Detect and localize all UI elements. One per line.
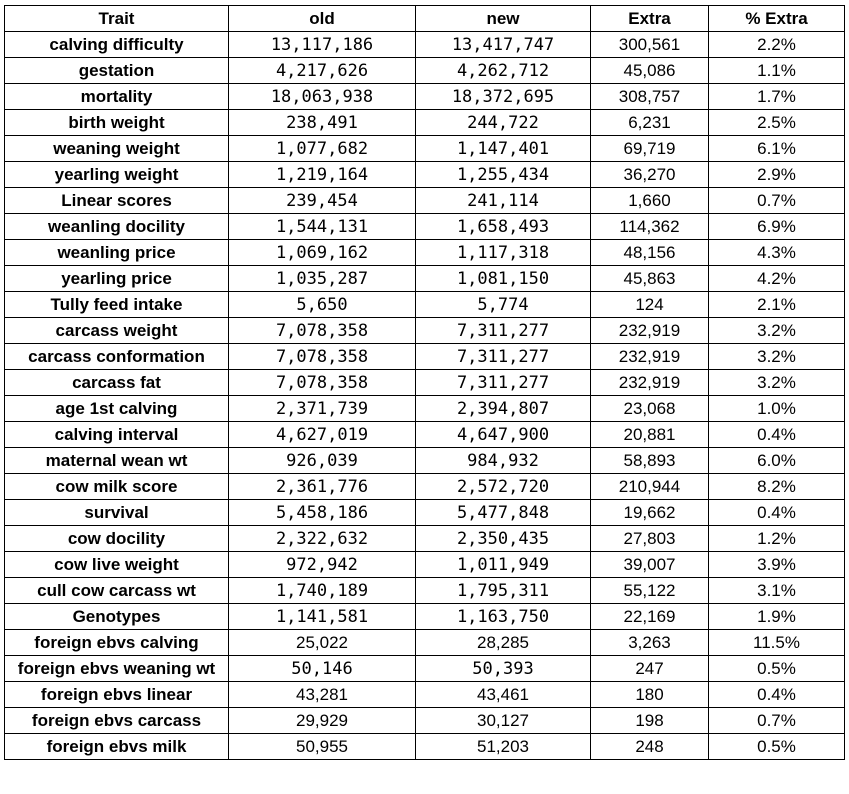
table-row bbox=[5, 162, 845, 188]
extra-count-cell: 19,662 bbox=[591, 500, 709, 526]
trait-cell: calving interval bbox=[5, 422, 229, 448]
new-count-cell: 1,255,434 bbox=[416, 162, 591, 188]
extra-count-cell: 124 bbox=[591, 292, 709, 318]
new-count-cell: 4,647,900 bbox=[416, 422, 591, 448]
table-row bbox=[5, 526, 845, 552]
extra-count-cell: 180 bbox=[591, 682, 709, 708]
header-extra: Extra bbox=[591, 6, 709, 32]
percent-extra-cell: 0.5% bbox=[709, 734, 845, 760]
trait-cell: weaning weight bbox=[5, 136, 229, 162]
percent-extra-cell: 2.1% bbox=[709, 292, 845, 318]
old-count-cell: 29,929 bbox=[229, 708, 416, 734]
table-row bbox=[5, 318, 845, 344]
trait-cell: yearling price bbox=[5, 266, 229, 292]
new-count-cell: 43,461 bbox=[416, 682, 591, 708]
old-count-cell: 1,740,189 bbox=[229, 578, 416, 604]
new-count-cell: 7,311,277 bbox=[416, 344, 591, 370]
table-row bbox=[5, 344, 845, 370]
old-count-cell: 926,039 bbox=[229, 448, 416, 474]
new-count-cell: 1,658,493 bbox=[416, 214, 591, 240]
new-count-cell: 28,285 bbox=[416, 630, 591, 656]
percent-extra-cell: 3.1% bbox=[709, 578, 845, 604]
percent-extra-cell: 2.5% bbox=[709, 110, 845, 136]
trait-cell: cow milk score bbox=[5, 474, 229, 500]
percent-extra-cell: 2.9% bbox=[709, 162, 845, 188]
extra-count-cell: 232,919 bbox=[591, 370, 709, 396]
extra-count-cell: 1,660 bbox=[591, 188, 709, 214]
percent-extra-cell: 0.4% bbox=[709, 422, 845, 448]
table-row bbox=[5, 110, 845, 136]
extra-count-cell: 232,919 bbox=[591, 344, 709, 370]
percent-extra-cell: 4.2% bbox=[709, 266, 845, 292]
old-count-cell: 13,117,186 bbox=[229, 32, 416, 58]
percent-extra-cell: 0.4% bbox=[709, 500, 845, 526]
table-row bbox=[5, 474, 845, 500]
new-count-cell: 2,572,720 bbox=[416, 474, 591, 500]
percent-extra-cell: 1.0% bbox=[709, 396, 845, 422]
new-count-cell: 1,147,401 bbox=[416, 136, 591, 162]
old-count-cell: 4,217,626 bbox=[229, 58, 416, 84]
table-row bbox=[5, 240, 845, 266]
extra-count-cell: 300,561 bbox=[591, 32, 709, 58]
extra-count-cell: 247 bbox=[591, 656, 709, 682]
trait-cell: foreign ebvs calving bbox=[5, 630, 229, 656]
trait-cell: survival bbox=[5, 500, 229, 526]
trait-cell: carcass weight bbox=[5, 318, 229, 344]
table-row bbox=[5, 656, 845, 682]
table-row bbox=[5, 396, 845, 422]
percent-extra-cell: 8.2% bbox=[709, 474, 845, 500]
header-old: old bbox=[229, 6, 416, 32]
trait-cell: Tully feed intake bbox=[5, 292, 229, 318]
trait-cell: weanling price bbox=[5, 240, 229, 266]
table-row bbox=[5, 292, 845, 318]
percent-extra-cell: 3.2% bbox=[709, 370, 845, 396]
extra-count-cell: 198 bbox=[591, 708, 709, 734]
extra-count-cell: 27,803 bbox=[591, 526, 709, 552]
new-count-cell: 1,011,949 bbox=[416, 552, 591, 578]
trait-cell: cow docility bbox=[5, 526, 229, 552]
table-row bbox=[5, 448, 845, 474]
percent-extra-cell: 11.5% bbox=[709, 630, 845, 656]
old-count-cell: 50,955 bbox=[229, 734, 416, 760]
new-count-cell: 30,127 bbox=[416, 708, 591, 734]
trait-cell: Genotypes bbox=[5, 604, 229, 630]
percent-extra-cell: 6.0% bbox=[709, 448, 845, 474]
extra-count-cell: 6,231 bbox=[591, 110, 709, 136]
percent-extra-cell: 1.1% bbox=[709, 58, 845, 84]
trait-cell: weanling docility bbox=[5, 214, 229, 240]
table-row bbox=[5, 708, 845, 734]
extra-count-cell: 23,068 bbox=[591, 396, 709, 422]
extra-count-cell: 3,263 bbox=[591, 630, 709, 656]
percent-extra-cell: 1.2% bbox=[709, 526, 845, 552]
extra-count-cell: 248 bbox=[591, 734, 709, 760]
old-count-cell: 7,078,358 bbox=[229, 318, 416, 344]
new-count-cell: 5,477,848 bbox=[416, 500, 591, 526]
table-row bbox=[5, 32, 845, 58]
percent-extra-cell: 0.5% bbox=[709, 656, 845, 682]
new-count-cell: 1,795,311 bbox=[416, 578, 591, 604]
table-row bbox=[5, 578, 845, 604]
trait-cell: cull cow carcass wt bbox=[5, 578, 229, 604]
old-count-cell: 2,322,632 bbox=[229, 526, 416, 552]
new-count-cell: 7,311,277 bbox=[416, 370, 591, 396]
percent-extra-cell: 0.4% bbox=[709, 682, 845, 708]
percent-extra-cell: 1.9% bbox=[709, 604, 845, 630]
extra-count-cell: 48,156 bbox=[591, 240, 709, 266]
trait-cell: calving difficulty bbox=[5, 32, 229, 58]
trait-cell: maternal wean wt bbox=[5, 448, 229, 474]
old-count-cell: 1,219,164 bbox=[229, 162, 416, 188]
old-count-cell: 238,491 bbox=[229, 110, 416, 136]
table-row bbox=[5, 552, 845, 578]
old-count-cell: 2,361,776 bbox=[229, 474, 416, 500]
old-count-cell: 972,942 bbox=[229, 552, 416, 578]
percent-extra-cell: 1.7% bbox=[709, 84, 845, 110]
old-count-cell: 1,077,682 bbox=[229, 136, 416, 162]
extra-count-cell: 45,086 bbox=[591, 58, 709, 84]
extra-count-cell: 55,122 bbox=[591, 578, 709, 604]
extra-count-cell: 22,169 bbox=[591, 604, 709, 630]
old-count-cell: 18,063,938 bbox=[229, 84, 416, 110]
trait-cell: mortality bbox=[5, 84, 229, 110]
percent-extra-cell: 0.7% bbox=[709, 188, 845, 214]
header-trait: Trait bbox=[5, 6, 229, 32]
percent-extra-cell: 2.2% bbox=[709, 32, 845, 58]
extra-count-cell: 58,893 bbox=[591, 448, 709, 474]
new-count-cell: 4,262,712 bbox=[416, 58, 591, 84]
old-count-cell: 239,454 bbox=[229, 188, 416, 214]
percent-extra-cell: 3.2% bbox=[709, 318, 845, 344]
new-count-cell: 244,722 bbox=[416, 110, 591, 136]
new-count-cell: 50,393 bbox=[416, 656, 591, 682]
extra-count-cell: 210,944 bbox=[591, 474, 709, 500]
new-count-cell: 18,372,695 bbox=[416, 84, 591, 110]
new-count-cell: 13,417,747 bbox=[416, 32, 591, 58]
old-count-cell: 7,078,358 bbox=[229, 370, 416, 396]
table-row bbox=[5, 734, 845, 760]
trait-cell: birth weight bbox=[5, 110, 229, 136]
old-count-cell: 5,458,186 bbox=[229, 500, 416, 526]
trait-cell: age 1st calving bbox=[5, 396, 229, 422]
table-row bbox=[5, 500, 845, 526]
new-count-cell: 2,394,807 bbox=[416, 396, 591, 422]
new-count-cell: 51,203 bbox=[416, 734, 591, 760]
table-row bbox=[5, 682, 845, 708]
new-count-cell: 1,117,318 bbox=[416, 240, 591, 266]
extra-count-cell: 69,719 bbox=[591, 136, 709, 162]
trait-cell: foreign ebvs carcass bbox=[5, 708, 229, 734]
percent-extra-cell: 4.3% bbox=[709, 240, 845, 266]
table-row bbox=[5, 84, 845, 110]
extra-count-cell: 114,362 bbox=[591, 214, 709, 240]
extra-count-cell: 232,919 bbox=[591, 318, 709, 344]
old-count-cell: 1,141,581 bbox=[229, 604, 416, 630]
old-count-cell: 2,371,739 bbox=[229, 396, 416, 422]
percent-extra-cell: 6.1% bbox=[709, 136, 845, 162]
trait-cell: foreign ebvs milk bbox=[5, 734, 229, 760]
extra-count-cell: 39,007 bbox=[591, 552, 709, 578]
new-count-cell: 241,114 bbox=[416, 188, 591, 214]
old-count-cell: 4,627,019 bbox=[229, 422, 416, 448]
extra-count-cell: 36,270 bbox=[591, 162, 709, 188]
header-new: new bbox=[416, 6, 591, 32]
old-count-cell: 50,146 bbox=[229, 656, 416, 682]
trait-cell: foreign ebvs linear bbox=[5, 682, 229, 708]
header-percent-extra: % Extra bbox=[709, 6, 845, 32]
table-row bbox=[5, 188, 845, 214]
table-row bbox=[5, 136, 845, 162]
trait-cell: gestation bbox=[5, 58, 229, 84]
trait-cell: Linear scores bbox=[5, 188, 229, 214]
new-count-cell: 7,311,277 bbox=[416, 318, 591, 344]
table-row bbox=[5, 58, 845, 84]
old-count-cell: 43,281 bbox=[229, 682, 416, 708]
table-row bbox=[5, 422, 845, 448]
old-count-cell: 5,650 bbox=[229, 292, 416, 318]
table-row bbox=[5, 370, 845, 396]
table-body bbox=[5, 32, 845, 760]
percent-extra-cell: 3.2% bbox=[709, 344, 845, 370]
extra-count-cell: 20,881 bbox=[591, 422, 709, 448]
old-count-cell: 1,035,287 bbox=[229, 266, 416, 292]
old-count-cell: 1,544,131 bbox=[229, 214, 416, 240]
trait-cell: cow live weight bbox=[5, 552, 229, 578]
new-count-cell: 984,932 bbox=[416, 448, 591, 474]
trait-records-table bbox=[4, 5, 845, 760]
extra-count-cell: 45,863 bbox=[591, 266, 709, 292]
table-row bbox=[5, 214, 845, 240]
table-row bbox=[5, 604, 845, 630]
trait-cell: foreign ebvs weaning wt bbox=[5, 656, 229, 682]
new-count-cell: 1,081,150 bbox=[416, 266, 591, 292]
table-row bbox=[5, 266, 845, 292]
percent-extra-cell: 0.7% bbox=[709, 708, 845, 734]
table-row bbox=[5, 630, 845, 656]
new-count-cell: 5,774 bbox=[416, 292, 591, 318]
new-count-cell: 1,163,750 bbox=[416, 604, 591, 630]
extra-count-cell: 308,757 bbox=[591, 84, 709, 110]
trait-cell: carcass conformation bbox=[5, 344, 229, 370]
percent-extra-cell: 6.9% bbox=[709, 214, 845, 240]
new-count-cell: 2,350,435 bbox=[416, 526, 591, 552]
trait-cell: yearling weight bbox=[5, 162, 229, 188]
trait-cell: carcass fat bbox=[5, 370, 229, 396]
old-count-cell: 1,069,162 bbox=[229, 240, 416, 266]
old-count-cell: 25,022 bbox=[229, 630, 416, 656]
percent-extra-cell: 3.9% bbox=[709, 552, 845, 578]
table-header-row bbox=[5, 6, 845, 32]
old-count-cell: 7,078,358 bbox=[229, 344, 416, 370]
